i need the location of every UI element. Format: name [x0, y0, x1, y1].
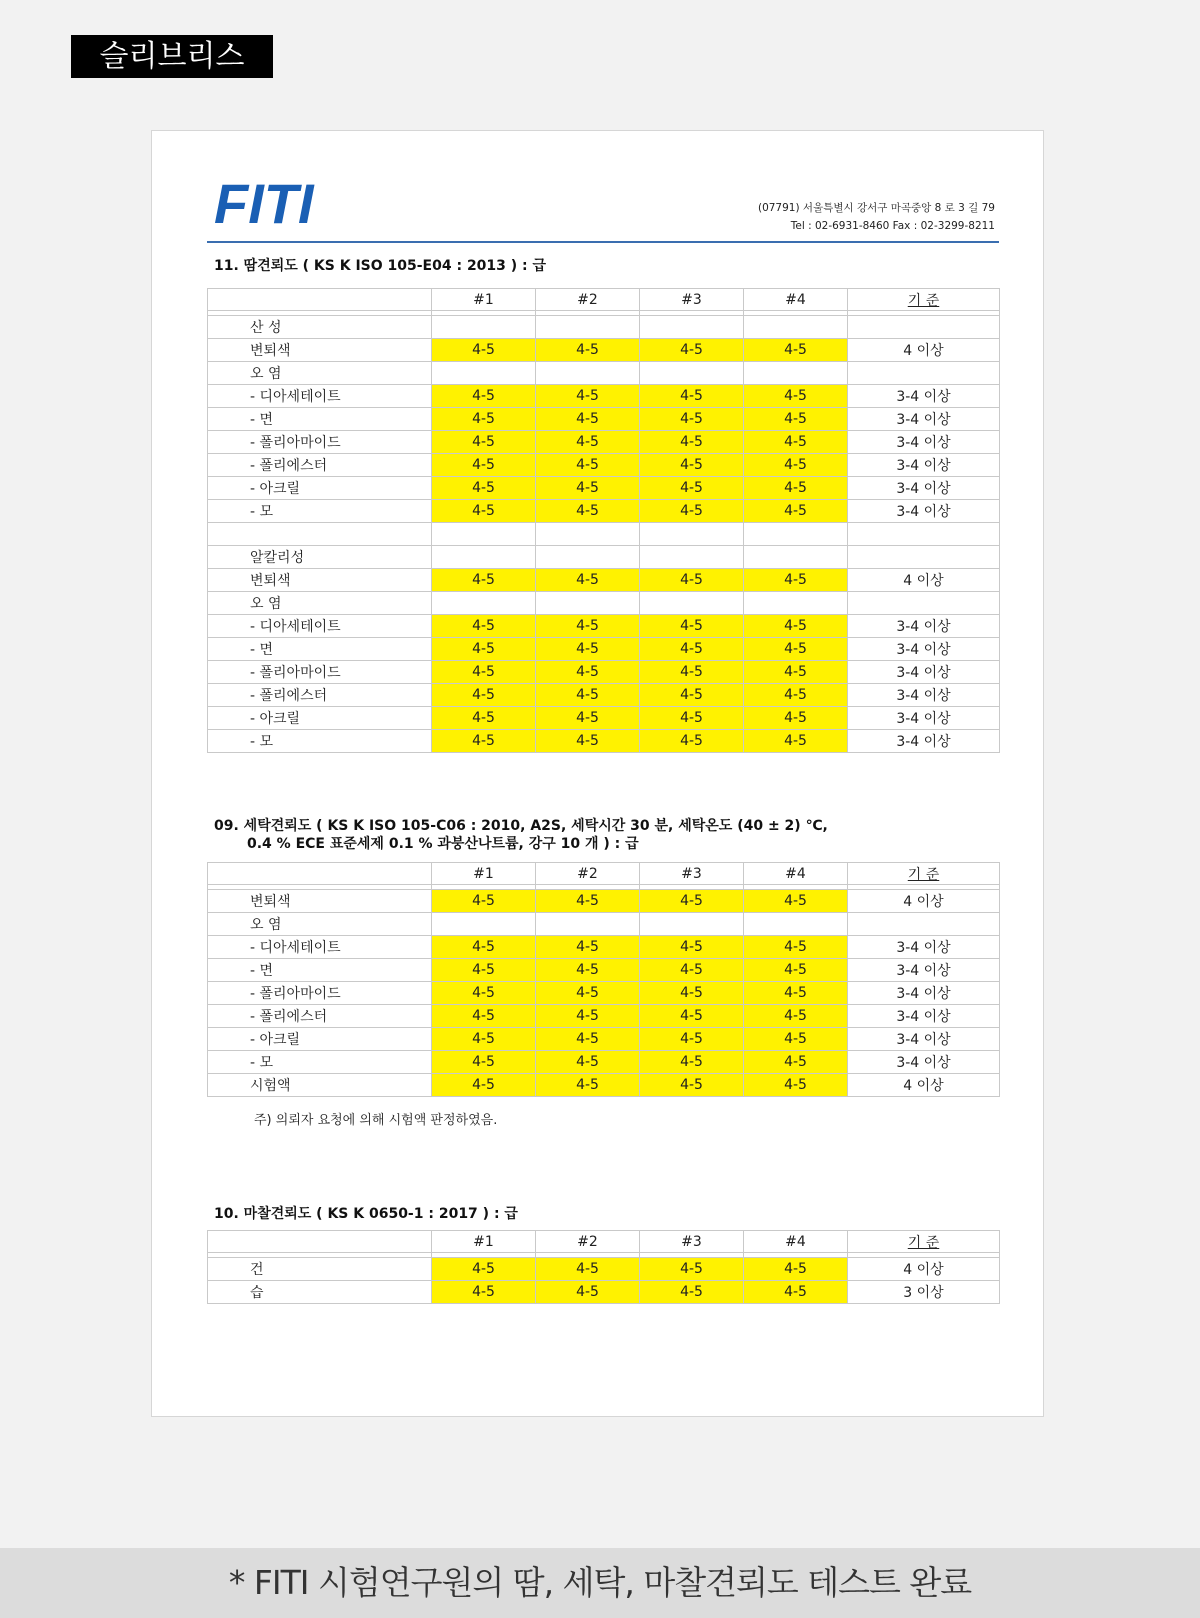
grade-cell: 4-5 [536, 431, 640, 454]
grade-cell [536, 362, 640, 385]
row-label: - 폴리아마이드 [208, 982, 432, 1005]
grade-cell: 4-5 [536, 959, 640, 982]
column-header-sample: #4 [744, 289, 848, 311]
standard-cell [848, 362, 1000, 385]
grade-cell: 4-5 [536, 569, 640, 592]
grade-cell: 4-5 [744, 1005, 848, 1028]
grade-cell [744, 523, 848, 546]
grade-cell: 4-5 [744, 1281, 848, 1304]
standard-cell: 3-4 이상 [848, 454, 1000, 477]
grade-cell: 4-5 [640, 615, 744, 638]
grade-cell: 4-5 [744, 339, 848, 362]
grade-cell: 4-5 [432, 684, 536, 707]
grade-cell [744, 592, 848, 615]
grade-cell: 4-5 [432, 982, 536, 1005]
column-header-sample: #1 [432, 863, 536, 885]
grade-cell: 4-5 [536, 1281, 640, 1304]
grade-cell [536, 546, 640, 569]
grade-cell: 4-5 [640, 569, 744, 592]
standard-cell [848, 316, 1000, 339]
row-label: - 아크릴 [208, 477, 432, 500]
column-header-sample: #2 [536, 863, 640, 885]
footer-caption: * FITI 시험연구원의 땀, 세탁, 마찰견뢰도 테스트 완료 [0, 1548, 1200, 1618]
grade-cell: 4-5 [536, 1028, 640, 1051]
grade-cell: 4-5 [640, 1028, 744, 1051]
grade-cell: 4-5 [536, 638, 640, 661]
table-row [208, 661, 1000, 684]
table-row [208, 523, 1000, 546]
table-row [208, 684, 1000, 707]
row-label: 알칼리성 [208, 546, 432, 569]
row-label: 변퇴색 [208, 569, 432, 592]
row-label: 산 성 [208, 316, 432, 339]
grade-cell: 4-5 [432, 730, 536, 753]
grade-cell: 4-5 [744, 408, 848, 431]
grade-cell: 4-5 [640, 959, 744, 982]
row-label: 오 염 [208, 362, 432, 385]
table-row [208, 936, 1000, 959]
row-label: - 폴리아마이드 [208, 661, 432, 684]
row-label: - 면 [208, 638, 432, 661]
header-empty-cell [208, 1231, 432, 1253]
table-row [208, 569, 1000, 592]
table-row [208, 638, 1000, 661]
grade-cell: 4-5 [536, 730, 640, 753]
grade-cell: 4-5 [432, 454, 536, 477]
grade-cell: 4-5 [640, 477, 744, 500]
table-header-row [208, 289, 1000, 311]
grade-cell: 4-5 [432, 1051, 536, 1074]
standard-cell: 3-4 이상 [848, 661, 1000, 684]
standard-cell: 3-4 이상 [848, 1051, 1000, 1074]
grade-cell [744, 546, 848, 569]
grade-cell: 4-5 [744, 959, 848, 982]
table-row [208, 408, 1000, 431]
grade-cell: 4-5 [744, 707, 848, 730]
table-row [208, 1281, 1000, 1304]
grade-cell: 4-5 [432, 615, 536, 638]
grade-cell: 4-5 [536, 477, 640, 500]
table-row [208, 982, 1000, 1005]
row-label: 습 [208, 1281, 432, 1304]
table-row [208, 362, 1000, 385]
grade-cell: 4-5 [432, 1005, 536, 1028]
table-row [208, 890, 1000, 913]
header-empty-cell [208, 289, 432, 311]
grade-cell: 4-5 [744, 569, 848, 592]
grade-cell: 4-5 [640, 408, 744, 431]
grade-cell: 4-5 [640, 982, 744, 1005]
standard-cell: 3-4 이상 [848, 1028, 1000, 1051]
grade-cell: 4-5 [744, 638, 848, 661]
washing-section-title-line2: 0.4 % ECE 표준세제 0.1 % 과붕산나트륨, 강구 10 개 ) : 급 [247, 836, 639, 852]
grade-cell: 4-5 [744, 890, 848, 913]
row-label: - 면 [208, 408, 432, 431]
grade-cell: 4-5 [744, 661, 848, 684]
standard-cell: 3-4 이상 [848, 684, 1000, 707]
standard-cell: 3-4 이상 [848, 959, 1000, 982]
table-row [208, 913, 1000, 936]
grade-cell: 4-5 [536, 684, 640, 707]
grade-cell: 4-5 [536, 1074, 640, 1097]
contact-line: Tel : 02-6931-8460 Fax : 02-3299-8211 [790, 220, 995, 232]
grade-cell: 4-5 [744, 1028, 848, 1051]
grade-cell: 4-5 [432, 408, 536, 431]
grade-cell: 4-5 [432, 569, 536, 592]
address-line: (07791) 서울특별시 강서구 마곡중앙 8 로 3 길 79 [757, 202, 995, 214]
row-label: 건 [208, 1258, 432, 1281]
row-label: - 아크릴 [208, 1028, 432, 1051]
grade-cell: 4-5 [640, 431, 744, 454]
standard-cell: 3 이상 [848, 1281, 1000, 1304]
grade-cell: 4-5 [744, 684, 848, 707]
grade-cell: 4-5 [744, 500, 848, 523]
standard-cell: 3-4 이상 [848, 1005, 1000, 1028]
standard-cell: 3-4 이상 [848, 707, 1000, 730]
header-rule [207, 241, 999, 243]
grade-cell: 4-5 [432, 890, 536, 913]
grade-cell: 4-5 [536, 936, 640, 959]
grade-cell [640, 592, 744, 615]
grade-cell: 4-5 [640, 1005, 744, 1028]
table-row [208, 385, 1000, 408]
table-row [208, 546, 1000, 569]
washing-note: 주) 의뢰자 요청에 의해 시험액 판정하였음. [254, 1113, 498, 1128]
table-row [208, 339, 1000, 362]
column-header-sample: #4 [744, 1231, 848, 1253]
grade-cell: 4-5 [640, 707, 744, 730]
grade-cell [432, 913, 536, 936]
grade-cell [432, 592, 536, 615]
washing-table [207, 862, 1000, 1097]
table-row [208, 1258, 1000, 1281]
grade-cell: 4-5 [432, 1258, 536, 1281]
grade-cell: 4-5 [744, 982, 848, 1005]
grade-cell: 4-5 [640, 1281, 744, 1304]
column-header-standard: 기 준 [848, 863, 1000, 885]
standard-cell: 3-4 이상 [848, 730, 1000, 753]
grade-cell: 4-5 [744, 1074, 848, 1097]
standard-cell: 3-4 이상 [848, 408, 1000, 431]
standard-cell: 3-4 이상 [848, 477, 1000, 500]
grade-cell: 4-5 [640, 730, 744, 753]
grade-cell: 4-5 [640, 661, 744, 684]
table-row [208, 707, 1000, 730]
header-empty-cell [208, 863, 432, 885]
standard-cell: 4 이상 [848, 1074, 1000, 1097]
grade-cell: 4-5 [432, 1281, 536, 1304]
grade-cell: 4-5 [536, 982, 640, 1005]
standard-cell: 3-4 이상 [848, 615, 1000, 638]
column-header-standard: 기 준 [848, 289, 1000, 311]
grade-cell [744, 316, 848, 339]
grade-cell: 4-5 [640, 385, 744, 408]
grade-cell: 4-5 [536, 1258, 640, 1281]
grade-cell [432, 362, 536, 385]
row-label: - 디아세테이트 [208, 936, 432, 959]
perspiration-section-title: 11. 땀견뢰도 ( KS K ISO 105-E04 : 2013 ) : 급 [214, 258, 547, 274]
row-label: - 아크릴 [208, 707, 432, 730]
brand-label: 슬리브리스 [71, 35, 273, 78]
standard-cell: 3-4 이상 [848, 982, 1000, 1005]
standard-cell: 4 이상 [848, 339, 1000, 362]
grade-cell: 4-5 [432, 477, 536, 500]
grade-cell: 4-5 [640, 684, 744, 707]
grade-cell: 4-5 [432, 1074, 536, 1097]
grade-cell: 4-5 [432, 638, 536, 661]
table-row [208, 615, 1000, 638]
grade-cell [536, 523, 640, 546]
grade-cell: 4-5 [744, 454, 848, 477]
column-header-sample: #1 [432, 1231, 536, 1253]
grade-cell: 4-5 [640, 936, 744, 959]
rubbing-table [207, 1230, 1000, 1304]
grade-cell: 4-5 [640, 890, 744, 913]
standard-cell [848, 913, 1000, 936]
column-header-sample: #1 [432, 289, 536, 311]
grade-cell: 4-5 [536, 1051, 640, 1074]
grade-cell: 4-5 [744, 385, 848, 408]
table-row [208, 1074, 1000, 1097]
grade-cell: 4-5 [744, 730, 848, 753]
grade-cell: 4-5 [432, 500, 536, 523]
table-row [208, 431, 1000, 454]
table-row [208, 454, 1000, 477]
test-report-document [151, 130, 1044, 1417]
grade-cell: 4-5 [536, 661, 640, 684]
row-label: - 디아세테이트 [208, 615, 432, 638]
row-label [208, 523, 432, 546]
row-label: 오 염 [208, 592, 432, 615]
table-row [208, 959, 1000, 982]
column-header-sample: #3 [640, 289, 744, 311]
row-label: - 폴리아마이드 [208, 431, 432, 454]
column-header-standard: 기 준 [848, 1231, 1000, 1253]
standard-cell [848, 546, 1000, 569]
grade-cell: 4-5 [536, 454, 640, 477]
grade-cell: 4-5 [536, 615, 640, 638]
row-label: - 모 [208, 730, 432, 753]
grade-cell [744, 362, 848, 385]
grade-cell: 4-5 [432, 959, 536, 982]
standard-cell: 4 이상 [848, 1258, 1000, 1281]
grade-cell: 4-5 [640, 500, 744, 523]
grade-cell: 4-5 [640, 1051, 744, 1074]
grade-cell [640, 362, 744, 385]
grade-cell: 4-5 [640, 1074, 744, 1097]
grade-cell: 4-5 [432, 385, 536, 408]
standard-cell: 3-4 이상 [848, 936, 1000, 959]
table-header-row [208, 1231, 1000, 1253]
column-header-sample: #2 [536, 1231, 640, 1253]
grade-cell: 4-5 [536, 339, 640, 362]
standard-cell: 3-4 이상 [848, 431, 1000, 454]
table-row [208, 477, 1000, 500]
grade-cell [536, 316, 640, 339]
grade-cell [536, 592, 640, 615]
grade-cell: 4-5 [744, 431, 848, 454]
rubbing-section-title: 10. 마찰견뢰도 ( KS K 0650-1 : 2017 ) : 급 [214, 1206, 518, 1222]
row-label: 변퇴색 [208, 339, 432, 362]
grade-cell: 4-5 [432, 339, 536, 362]
grade-cell: 4-5 [536, 500, 640, 523]
grade-cell [640, 523, 744, 546]
row-label: 오 염 [208, 913, 432, 936]
table-row [208, 500, 1000, 523]
grade-cell [536, 913, 640, 936]
row-label: - 모 [208, 500, 432, 523]
row-label: - 모 [208, 1051, 432, 1074]
column-header-sample: #2 [536, 289, 640, 311]
grade-cell [640, 546, 744, 569]
logo-text: FITI [214, 175, 314, 231]
row-label: - 디아세테이트 [208, 385, 432, 408]
row-label: - 폴리에스터 [208, 454, 432, 477]
grade-cell: 4-5 [640, 1258, 744, 1281]
standard-cell: 3-4 이상 [848, 500, 1000, 523]
grade-cell [744, 913, 848, 936]
row-label: - 폴리에스터 [208, 1005, 432, 1028]
standard-cell [848, 592, 1000, 615]
table-row [208, 730, 1000, 753]
table-row [208, 1005, 1000, 1028]
column-header-sample: #3 [640, 863, 744, 885]
grade-cell: 4-5 [744, 615, 848, 638]
grade-cell [432, 316, 536, 339]
grade-cell: 4-5 [536, 707, 640, 730]
row-label: 시험액 [208, 1074, 432, 1097]
grade-cell: 4-5 [640, 638, 744, 661]
grade-cell: 4-5 [536, 408, 640, 431]
grade-cell: 4-5 [432, 707, 536, 730]
table-row [208, 592, 1000, 615]
grade-cell: 4-5 [536, 1005, 640, 1028]
table-row [208, 1028, 1000, 1051]
grade-cell: 4-5 [536, 385, 640, 408]
grade-cell: 4-5 [432, 1028, 536, 1051]
row-label: 변퇴색 [208, 890, 432, 913]
grade-cell: 4-5 [744, 936, 848, 959]
grade-cell: 4-5 [432, 936, 536, 959]
standard-cell: 4 이상 [848, 569, 1000, 592]
perspiration-table [207, 288, 1000, 753]
lab-address [758, 199, 995, 235]
column-header-sample: #3 [640, 1231, 744, 1253]
grade-cell [640, 316, 744, 339]
table-row [208, 316, 1000, 339]
grade-cell: 4-5 [536, 890, 640, 913]
standard-cell: 4 이상 [848, 890, 1000, 913]
washing-section-title: 09. 세탁견뢰도 ( KS K ISO 105-C06 : 2010, A2S, 세탁시간 30 분, 세탁온도 (40 ± 2) ℃, [214, 818, 828, 834]
grade-cell: 4-5 [744, 1258, 848, 1281]
grade-cell [432, 546, 536, 569]
grade-cell [432, 523, 536, 546]
table-row [208, 1051, 1000, 1074]
grade-cell: 4-5 [432, 431, 536, 454]
standard-cell [848, 523, 1000, 546]
row-label: - 폴리에스터 [208, 684, 432, 707]
grade-cell: 4-5 [432, 661, 536, 684]
grade-cell: 4-5 [744, 477, 848, 500]
grade-cell: 4-5 [640, 339, 744, 362]
standard-cell: 3-4 이상 [848, 385, 1000, 408]
grade-cell: 4-5 [640, 454, 744, 477]
grade-cell [640, 913, 744, 936]
grade-cell: 4-5 [744, 1051, 848, 1074]
column-header-sample: #4 [744, 863, 848, 885]
fiti-logo [214, 175, 354, 231]
standard-cell: 3-4 이상 [848, 638, 1000, 661]
row-label: - 면 [208, 959, 432, 982]
table-header-row [208, 863, 1000, 885]
